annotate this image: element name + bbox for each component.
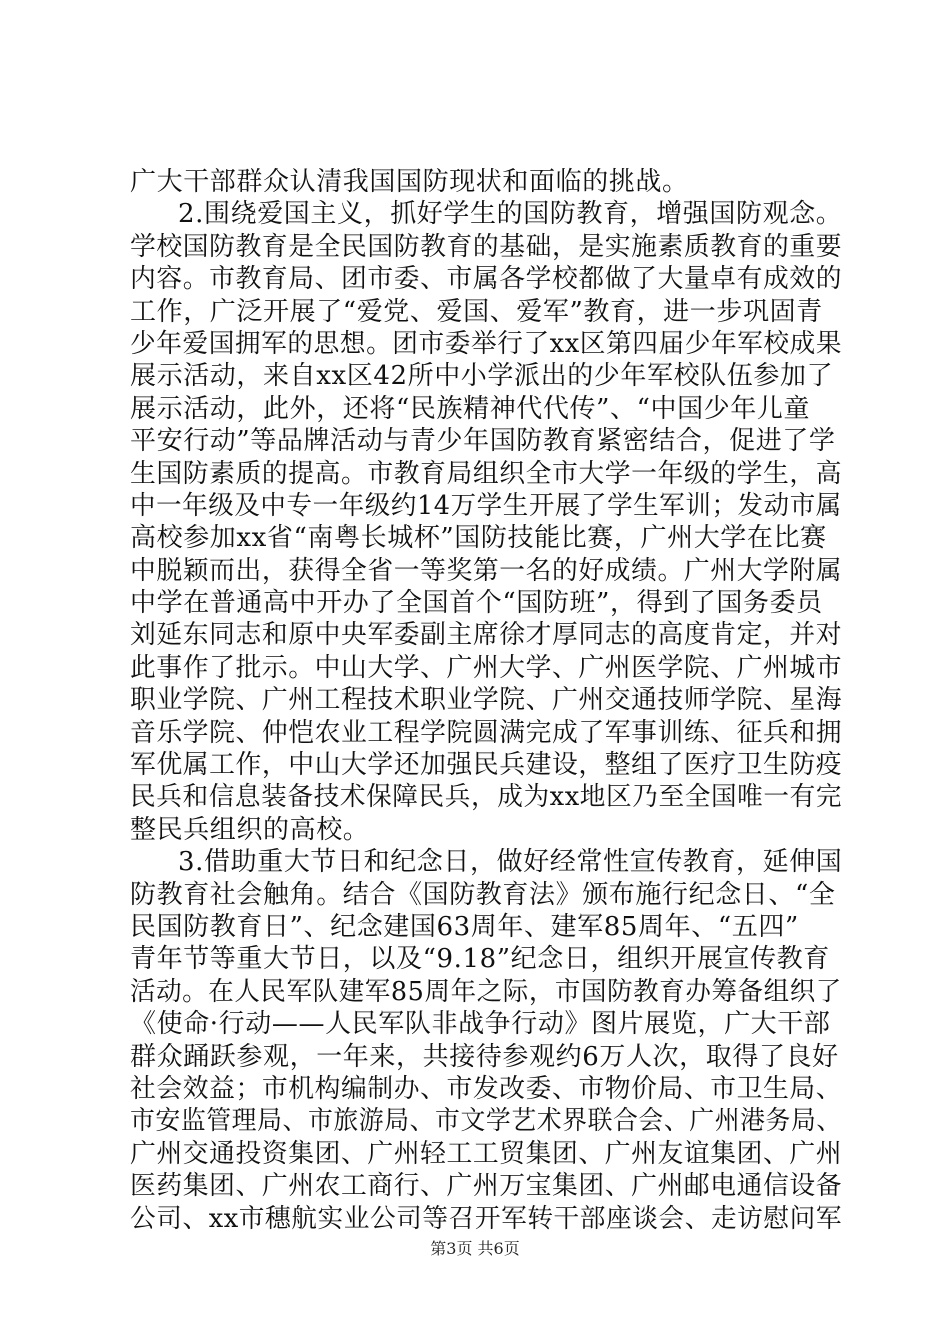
text-line: 防教育社会触角。结合《国防教育法》颁布施行纪念日、“全 <box>130 879 836 910</box>
text-line: 中脱颖而出，获得全省一等奖第一名的好成绩。广州大学附属 <box>130 555 843 586</box>
text-line: 市安监管理局、市旅游局、市文学艺术界联合会、广州港务局、 <box>130 1106 842 1137</box>
text-line: 军优属工作，中山大学还加强民兵建设，整组了医疗卫生防疫 <box>130 750 843 781</box>
text-line: 刘延东同志和原中央军委副主席徐才厚同志的高度肯定，并对 <box>130 620 843 651</box>
text-line: 少年爱国拥军的思想。团市委举行了xx区第四届少年军校成果 <box>130 328 843 359</box>
text-line: 活动。在人民军队建军85周年之际，市国防教育办筹备组织了 <box>130 976 842 1007</box>
text-line: 平安行动”等品牌活动与青少年国防教育紧密结合，促进了学 <box>130 426 836 457</box>
text-line: 公司、xx市穗航实业公司等召开军转干部座谈会、走访慰问军 <box>130 1203 843 1234</box>
text-line: 整民兵组织的高校。 <box>130 814 370 845</box>
text-line: 音乐学院、仲恺农业工程学院圆满完成了军事训练、征兵和拥 <box>130 717 843 748</box>
text-line: 民国防教育日”、纪念建国63周年、建军85周年、“五四” <box>130 911 799 942</box>
text-line: 学校国防教育是全民国防教育的基础，是实施素质教育的重要 <box>130 231 843 262</box>
page-number-label: 第3页 共6页 <box>430 1239 520 1258</box>
text-line: 展示活动，来自xx区42所中小学派出的少年军校队伍参加了 <box>130 361 834 392</box>
page-footer <box>0 1239 950 1259</box>
text-line: 广大干部群众认清我国国防现状和面临的挑战。 <box>130 167 689 197</box>
text-line: 群众踊跃参观，一年来，共接待参观约6万人次，取得了良好 <box>130 1041 839 1072</box>
text-line: 青年节等重大节日，以及“9.18”纪念日，组织开展宣传教育 <box>130 944 830 975</box>
text-line: 展示活动，此外，还将“民族精神代代传”、“中国少年儿童 <box>130 393 811 424</box>
text-line: 3.借助重大节日和纪念日，做好经常性宣传教育，延伸国 <box>178 847 843 878</box>
text-line: 工作，广泛开展了“爱党、爱国、爱军”教育，进一步巩固青 <box>130 296 823 327</box>
text-line: 2.围绕爱国主义，抓好学生的国防教育，增强国防观念。 <box>178 199 843 230</box>
text-line: 《使命·行动——人民军队非战争行动》图片展览，广大干部 <box>130 1009 831 1040</box>
text-line: 民兵和信息装备技术保障民兵，成为xx地区乃至全国唯一有完 <box>130 782 843 813</box>
text-line: 内容。市教育局、团市委、市属各学校都做了大量卓有成效的 <box>130 264 843 295</box>
text-line: 生国防素质的提高。市教育局组织全市大学一年级的学生，高 <box>130 458 843 489</box>
text-line: 高校参加xx省“南粤长城杯”国防技能比赛，广州大学在比赛 <box>130 523 827 554</box>
text-line: 中一年级及中专一年级约14万学生开展了学生军训；发动市属 <box>130 490 842 521</box>
document-body <box>130 166 842 1235</box>
text-line: 社会效益；市机构编制办、市发改委、市物价局、市卫生局、 <box>130 1073 843 1104</box>
text-line: 中学在普通高中开办了全国首个“国防班”，得到了国务委员 <box>130 588 823 619</box>
text-line: 职业学院、广州工程技术职业学院、广州交通技师学院、星海 <box>130 685 843 716</box>
text-line: 广州交通投资集团、广州轻工工贸集团、广州友谊集团、广州 <box>130 1138 843 1169</box>
text-line: 医药集团、广州农工商行、广州万宝集团、广州邮电通信设备 <box>130 1171 843 1202</box>
text-line: 此事作了批示。中山大学、广州大学、广州医学院、广州城市 <box>130 652 843 683</box>
